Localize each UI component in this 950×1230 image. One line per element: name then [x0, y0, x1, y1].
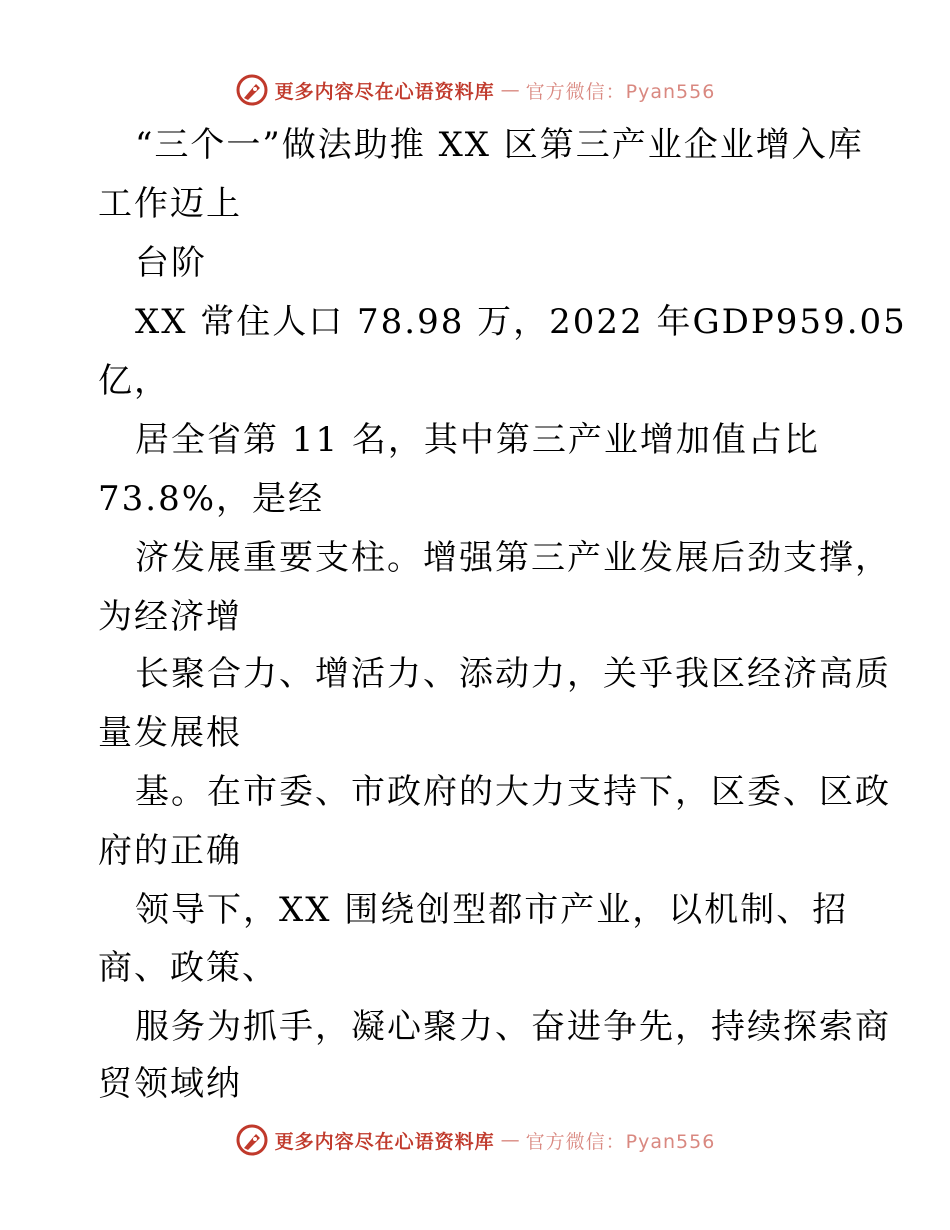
paragraph-line: 长聚合力、增活力、添动力，关乎我区经济高质 [135, 654, 891, 694]
paragraph-line: 居全省第 11 名，其中第三产业增加值占比 [135, 420, 820, 460]
paragraph-line: 量发展根 [98, 713, 242, 753]
footer-watermark [0, 1120, 950, 1160]
paragraph-line: 领导下，XX 围绕创型都市产业，以机制、招 [135, 890, 849, 930]
doc-title-line-2: 工作迈上 [98, 184, 242, 224]
watermark-wechat-text: 官方微信：Pyan556 [525, 80, 716, 103]
paragraph-line: 府的正确 [98, 831, 242, 871]
watermark-site-text: 更多内容尽在心语资料库 [274, 1130, 495, 1153]
paragraph-line: 服务为抓手，凝心聚力、奋进争先，持续探索商 [135, 1007, 891, 1047]
pen-nib-logo-icon [235, 73, 269, 107]
doc-title-line-1: “三个一”做法助推 XX 区第三产业企业增入库 [135, 125, 864, 165]
paragraph-line: 济发展重要支柱。增强第三产业发展后劲支撑， [135, 538, 891, 578]
paragraph-line: 贸领域纳 [98, 1064, 242, 1104]
paragraph-line: 基。在市委、市政府的大力支持下，区委、区政 [135, 772, 891, 812]
paragraph-line: 73.8%，是经 [98, 479, 325, 519]
paragraph-line: 商、政策、 [98, 948, 278, 988]
pen-nib-logo-icon [235, 1123, 269, 1157]
header-watermark [0, 70, 950, 110]
watermark-separator: — [500, 1129, 520, 1151]
doc-title-line-3: 台阶 [135, 243, 207, 283]
paragraph-line: 亿， [98, 361, 170, 401]
watermark-separator: — [500, 79, 520, 101]
paragraph-line: XX 常住人口 78.98 万，2022 年GDP959.05 [135, 302, 907, 342]
watermark-site-text: 更多内容尽在心语资料库 [274, 80, 495, 103]
paragraph-line: 为经济增 [98, 597, 242, 637]
watermark-wechat-text: 官方微信：Pyan556 [525, 1130, 716, 1153]
